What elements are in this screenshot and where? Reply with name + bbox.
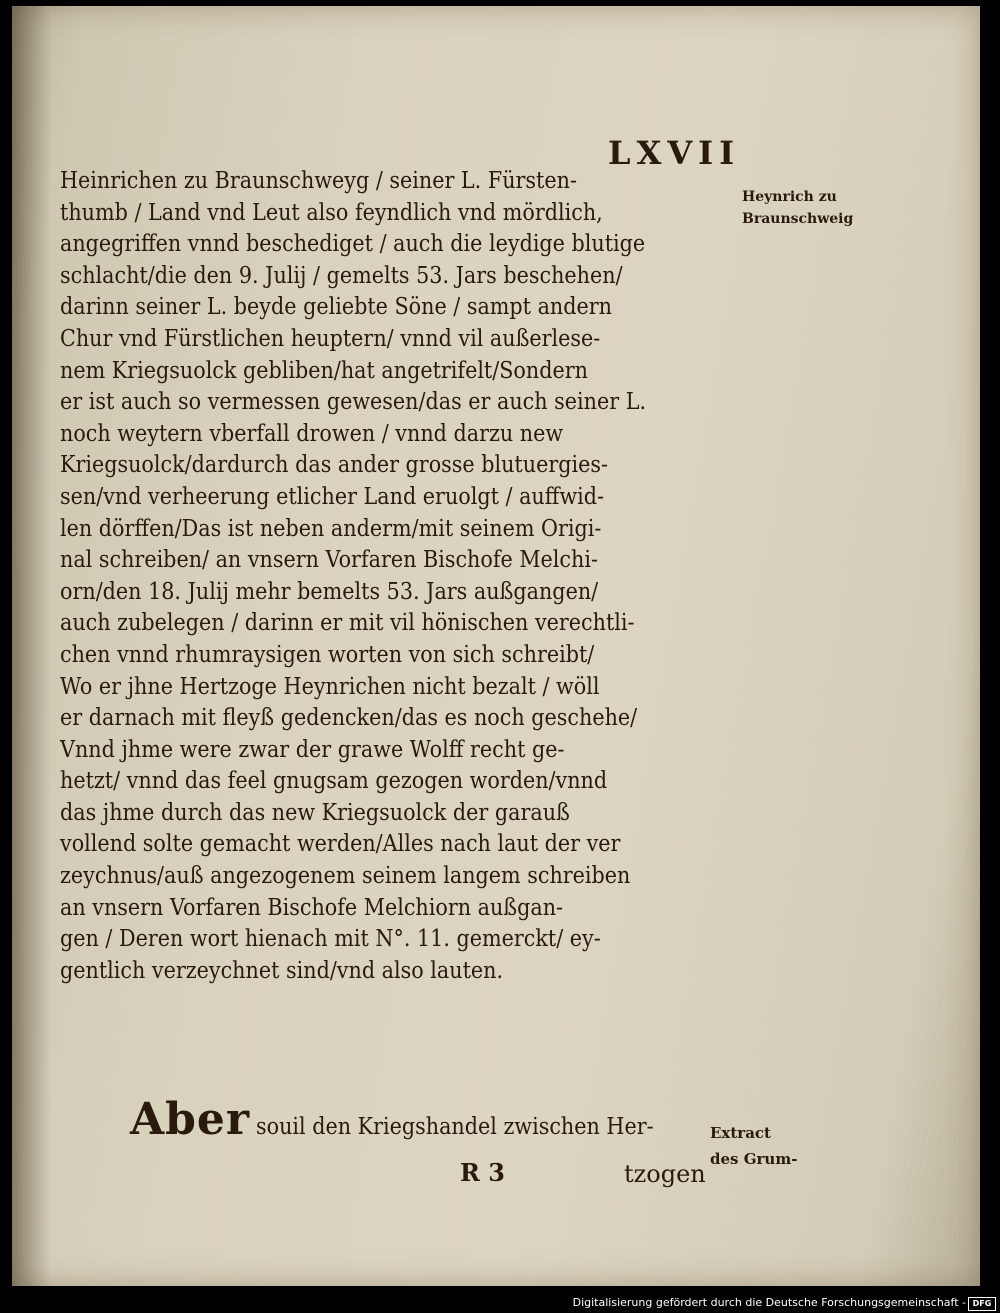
margin-note-line: des Grum-: [710, 1150, 798, 1168]
section-initial-word: Aber: [130, 1094, 251, 1145]
text-line: nal schreiben/ an vnsern Vorfaren Bischofe Melchi-: [60, 547, 598, 574]
dfg-logo: DFG: [968, 1297, 996, 1311]
text-line: len dörffen/Das ist neben anderm/mit seinem Origi-: [60, 515, 602, 542]
text-line: das jhme durch das new Kriegsuolck der garauß: [60, 799, 570, 826]
folio-number: LXVII: [608, 134, 741, 172]
margin-note-line: Extract: [710, 1124, 771, 1142]
text-line: vollend solte gemacht werden/Alles nach laut der ver: [60, 831, 621, 858]
text-line: Chur vnd Fürstlichen heuptern/ vnnd vil außerlese-: [60, 325, 601, 352]
text-line: schlacht/die den 9. Julij / gemelts 53. Jars beschehen/: [60, 262, 623, 289]
text-line: orn/den 18. Julij mehr bemelts 53. Jars außgangen/: [60, 578, 599, 605]
margin-note-line: Braunschweig: [742, 211, 854, 227]
margin-note-heynrich: [742, 186, 853, 230]
text-line: thumb / Land vnd Leut also feyndlich vnd mördlich,: [60, 199, 603, 226]
text-line: er darnach mit fleyß gedencken/das es noch geschehe/: [60, 705, 638, 732]
text-line: an vnsern Vorfaren Bischofe Melchiorn außgan-: [60, 894, 564, 921]
text-line: Kriegsuolck/dardurch das ander grosse blutuergies-: [60, 452, 608, 479]
text-line: Vnnd jhme were zwar der grawe Wolff recht ge-: [60, 736, 565, 763]
text-line: auch zubelegen / darinn er mit vil hönischen verechtli-: [60, 610, 635, 637]
text-line: Wo er jhne Hertzoge Heynrichen nicht bezalt / wöll: [60, 673, 600, 700]
footer-bar: [0, 1294, 1000, 1313]
text-line: angegriffen vnnd beschediget / auch die leydige blutige: [60, 231, 646, 258]
book-page: [12, 6, 980, 1286]
text-line: gen / Deren wort hienach mit N°. 11. gemerckt/ ey-: [60, 926, 601, 953]
footer-credit: Digitalisierung gefördert durch die Deutsche Forschungsgemeinschaft -: [572, 1296, 966, 1309]
text-line: zeychnus/auß angezogenem seinem langem schreiben: [60, 863, 631, 890]
text-line: darinn seiner L. beyde geliebte Söne / sampt andern: [60, 294, 612, 321]
text-line: gentlich verzeychnet sind/vnd also lauten.: [60, 957, 504, 984]
text-line: hetzt/ vnnd das feel gnugsam gezogen worden/vnnd: [60, 768, 608, 795]
text-line: noch weytern vberfall drowen / vnnd darzu new: [60, 420, 564, 447]
text-line: er ist auch so vermessen gewesen/das er auch seiner L.: [60, 389, 647, 416]
text-line: Heinrichen zu Braunschweyg / seiner L. Fürsten-: [60, 168, 577, 194]
body-text-block: [60, 166, 750, 987]
section-opening-line: [130, 1094, 698, 1145]
section-line-text: souil den Kriegshandel zwischen Her-: [256, 1114, 654, 1140]
catchword: tzogen: [624, 1160, 706, 1188]
text-line: chen vnnd rhumraysigen worten von sich schreibt/: [60, 641, 595, 668]
margin-note-line: Heynrich zu: [742, 189, 837, 205]
signature-mark: R 3: [460, 1158, 505, 1187]
text-line: sen/vnd verheerung etlicher Land eruolgt / auffwid-: [60, 483, 605, 510]
page-gutter-shadow: [12, 6, 52, 1286]
text-line: nem Kriegsuolck gebliben/hat angetrifelt/Sondern: [60, 357, 588, 384]
margin-note-extract: [710, 1120, 797, 1172]
